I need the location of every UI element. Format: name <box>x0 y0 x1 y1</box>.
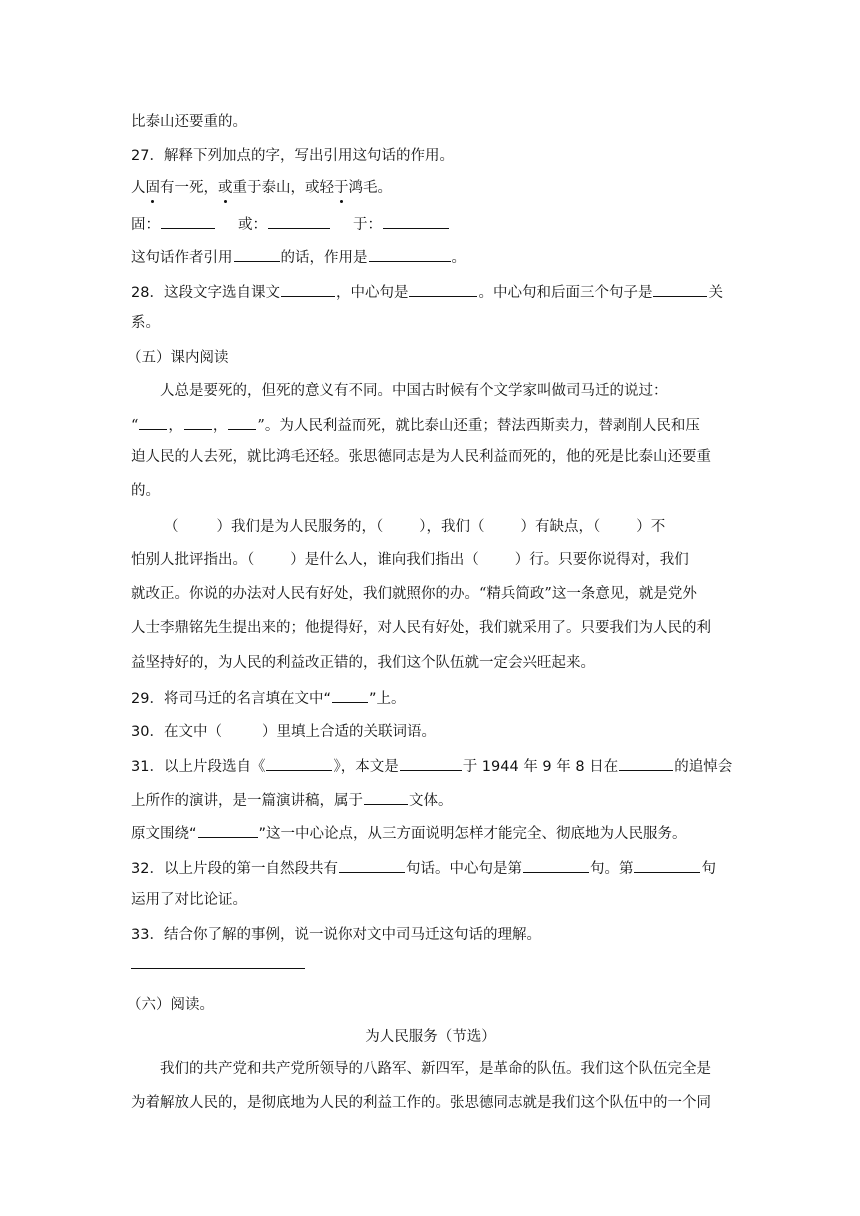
answer-blank[interactable] <box>523 857 589 873</box>
passage-text: 怕别人批评指出。（ <box>131 552 255 568</box>
text-line <box>131 112 730 132</box>
passage-text: （ <box>164 519 179 535</box>
answer-blank[interactable] <box>266 755 332 771</box>
line-text: 28．这段文字选自课文 <box>131 285 280 301</box>
answer-line[interactable] <box>131 968 305 969</box>
passage-5-line <box>131 481 730 501</box>
question-text: 33．结合你了解的事例，说一说你对文中司马迁这句话的理解。 <box>131 927 541 943</box>
answer-blank[interactable] <box>184 414 212 430</box>
quote-text: 重于泰山，或轻 <box>232 180 334 196</box>
question-text: ）里填上合适的关联词语。 <box>261 724 436 740</box>
question-31 <box>131 755 733 777</box>
question-text: 句。第 <box>589 861 634 877</box>
question-text: 于 1944 年 9 年 8 日在 <box>462 759 619 775</box>
answer-blank[interactable] <box>409 281 477 297</box>
passage-5-line <box>131 447 730 467</box>
question-text: 31．以上片段选自《 <box>131 759 266 775</box>
passage-title <box>131 1027 730 1047</box>
question-text: 文体。 <box>409 793 453 809</box>
question-text: 29．将司马迁的名言填在文中“ <box>131 691 331 707</box>
passage-text: 人总是要死的，但死的意义有不同。中国古时候有个文学家叫做司马迁的说过： <box>160 383 668 399</box>
section-title: （六）阅读。 <box>127 997 214 1013</box>
answer-blank[interactable] <box>339 857 405 873</box>
passage-5-line <box>131 414 730 436</box>
passage-text: 迫人民的人去死，就比鸿毛还轻。张思德同志是为人民利益而死的，他的死是比泰山还要重 <box>131 449 711 465</box>
answer-blank[interactable] <box>139 414 167 430</box>
question-30 <box>131 722 730 742</box>
answer-blank[interactable] <box>234 246 280 262</box>
section-5-heading <box>127 348 730 368</box>
question-32 <box>131 857 730 879</box>
question-27-quote <box>131 178 730 198</box>
passage-text: 就改正。你说的办法对人民有好处，我们就照你的办。“精兵简政”这一条意见，就是党外 <box>131 586 697 602</box>
answer-blank[interactable] <box>619 755 673 771</box>
passage-5-line <box>131 653 730 673</box>
passage-text: ）有缺点，（ <box>520 519 601 535</box>
passage-text: ）不 <box>636 519 666 535</box>
question-text: 32．以上片段的第一自然段共有 <box>131 861 338 877</box>
passage-text: 为着解放人民的，是彻底地为人民的利益工作的。张思德同志就是我们这个队伍中的一个同 <box>131 1095 711 1111</box>
answer-blank[interactable] <box>161 213 215 229</box>
answer-blank[interactable] <box>281 281 335 297</box>
answer-blank[interactable] <box>364 789 408 805</box>
line-text: 。 <box>451 250 466 266</box>
passage-5-line <box>164 517 730 537</box>
answer-blank[interactable] <box>228 414 256 430</box>
question-text: 运用了对比论证。 <box>131 892 247 908</box>
question-text: 上所作的演讲，是一篇演讲稿，属于 <box>131 793 363 809</box>
passage-text: 的。 <box>131 483 160 499</box>
question-text: 30．在文中（ <box>131 724 222 740</box>
label-yu: 于： <box>353 217 382 233</box>
dotted-char: 或 <box>218 180 233 196</box>
question-text: 原文围绕“ <box>131 826 197 842</box>
answer-blank[interactable] <box>653 281 707 297</box>
passage-6-line <box>160 1059 730 1079</box>
question-28 <box>131 281 730 303</box>
line-text: 系。 <box>131 315 160 331</box>
question-33 <box>131 925 730 945</box>
answer-blank[interactable] <box>634 857 700 873</box>
passage-5-line <box>131 618 730 638</box>
label-gu: 固： <box>131 217 160 233</box>
answer-blank[interactable] <box>383 213 449 229</box>
passage-text: 人士李鼎铭先生提出来的；他提得好，对人民有好处，我们就采用了。只要我们为人民的利 <box>131 620 711 636</box>
passage-text: 我们的共产党和共产党所领导的八路军、新四军，是革命的队伍。我们这个队伍完全是 <box>160 1061 711 1077</box>
passage-text: ），我们（ <box>419 519 485 535</box>
question-text: 27．解释下列加点的字，写出引用这句话的作用。 <box>131 148 454 164</box>
question-31-thesis <box>131 822 730 844</box>
question-32-cont <box>131 890 730 910</box>
answer-blank[interactable] <box>198 822 258 838</box>
line-text: 。中心句和后面三个句子是 <box>478 285 653 301</box>
passage-5-line <box>131 584 730 604</box>
passage-text: 益坚持好的，为人民的利益改正错的，我们这个队伍就一定会兴旺起来。 <box>131 655 595 671</box>
answer-blank[interactable] <box>332 687 368 703</box>
section-title: （五）课内阅读 <box>127 350 229 366</box>
line-text: 的话，作用是 <box>280 250 368 266</box>
label-huo: 或： <box>238 217 267 233</box>
answer-blank[interactable] <box>268 213 330 229</box>
question-text: 句 <box>701 861 716 877</box>
passage-5-line <box>160 381 730 401</box>
line-text: 这句话作者引用 <box>131 250 233 266</box>
question-text: 》，本文是 <box>333 759 399 775</box>
passage-text: ）是什么人，谁向我们指出（ <box>290 552 479 568</box>
passage-text: ”。为人民利益而死，就比泰山还重；替法西斯卖力，替剥削人民和压 <box>257 418 700 434</box>
question-27-blanks <box>131 213 730 235</box>
question-27 <box>131 146 730 166</box>
question-text: 的追悼会 <box>674 759 733 775</box>
dotted-char: 于 <box>334 180 349 196</box>
quote-text: 人 <box>131 180 146 196</box>
passage-text: ， <box>212 418 228 434</box>
quote-text: 鸿毛。 <box>348 180 392 196</box>
question-31-cont <box>131 789 730 811</box>
passage-5-line <box>131 550 730 570</box>
line-text: ，中心句是 <box>335 285 409 301</box>
line-text: 比泰山还要重的。 <box>131 114 247 130</box>
question-29 <box>131 687 730 709</box>
line-text: 关 <box>708 285 723 301</box>
answer-blank[interactable] <box>400 755 462 771</box>
quote-text: 有一死， <box>160 180 218 196</box>
section-6-heading <box>127 995 730 1015</box>
title-text: 为人民服务（节选） <box>365 1029 496 1045</box>
question-text: ”上。 <box>368 691 406 707</box>
dotted-char: 固 <box>145 180 160 196</box>
question-27-use <box>131 246 730 268</box>
passage-6-line <box>131 1093 730 1113</box>
passage-text: ， <box>168 418 183 434</box>
question-text: ”这一中心论点，从三方面说明怎样才能完全、彻底地为人民服务。 <box>258 826 687 842</box>
passage-text: “ <box>131 418 139 434</box>
passage-text: ）我们是为人民服务的，（ <box>216 519 384 535</box>
answer-blank[interactable] <box>369 246 451 262</box>
question-28-cont <box>131 313 730 333</box>
question-text: 句话。中心句是第 <box>405 861 522 877</box>
passage-text: ）行。只要你说得对，我们 <box>514 552 689 568</box>
